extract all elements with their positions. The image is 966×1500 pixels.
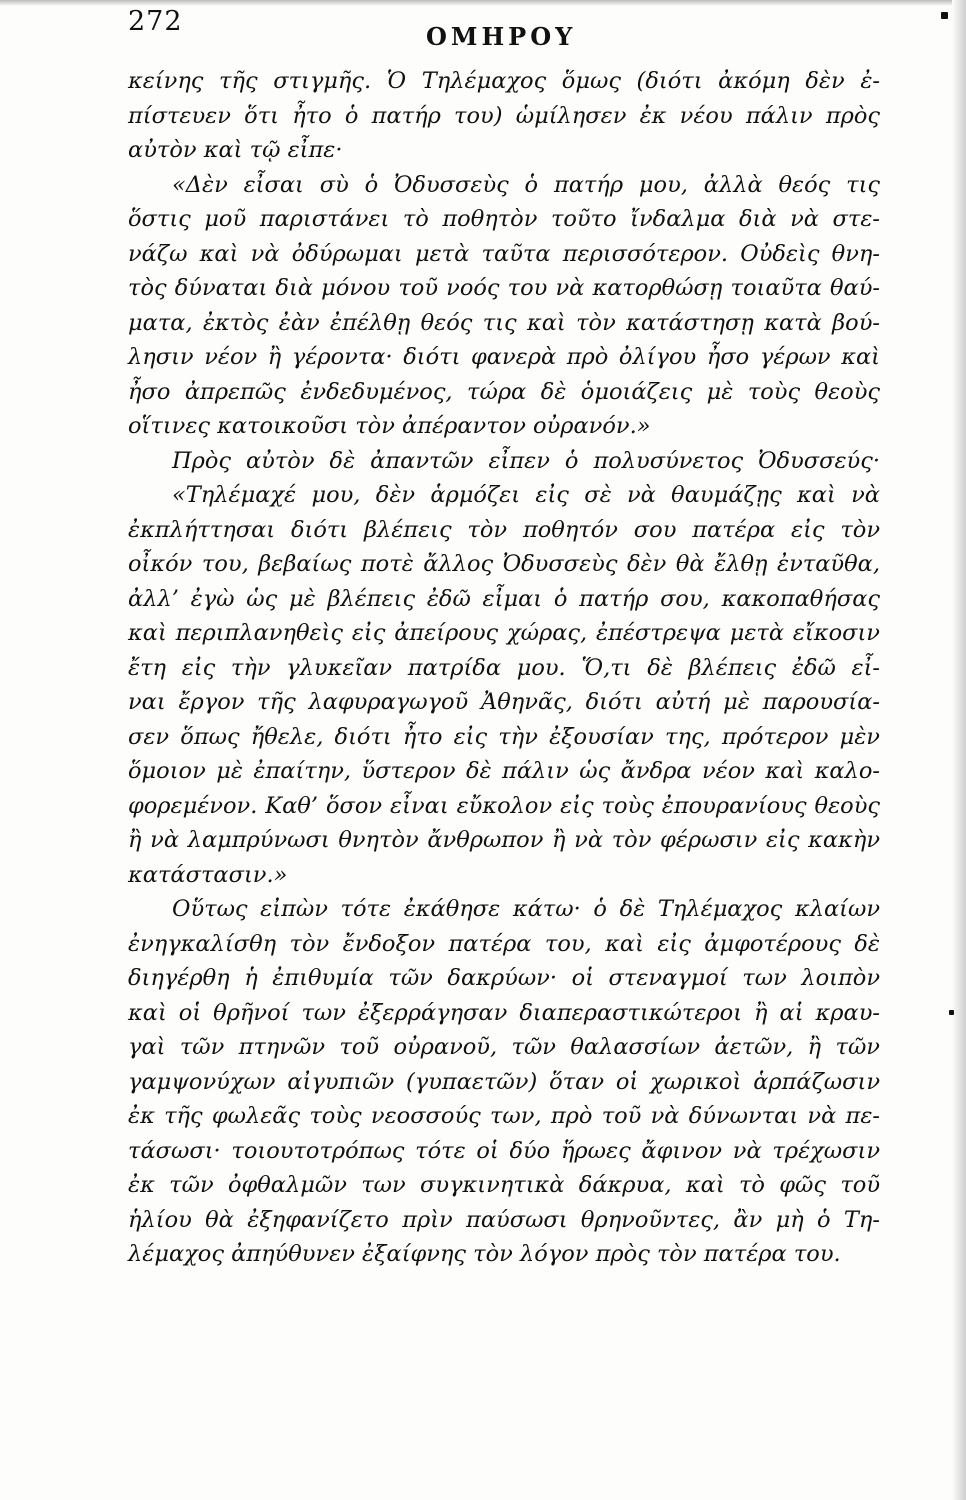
text-line: ἀλλ’ ἐγὼ ὡς μὲ βλέπεις ἐδῶ εἶμαι ὁ πατήρ σου, κακοπαθήσας bbox=[128, 585, 880, 612]
text-line: καὶ περιπλανηθεὶς εἰς ἀπείρους χώρας, ἐπέστρεψα μετὰ εἴκοσιν bbox=[128, 620, 880, 646]
text-line: οἶκόν του, βεβαίως ποτὲ ἄλλος Ὀδυσσεὺς δὲν θὰ ἔλθῃ ἐνταῦθα, bbox=[128, 551, 880, 577]
text-line: οἵτινες κατοικοῦσι τὸν ἀπέραντον οὐρανόν.» bbox=[128, 413, 651, 439]
text-line: «Τηλέμαχέ μου, δὲν ἁρμόζει εἰς σὲ νὰ θαυμάζῃς καὶ νὰ bbox=[172, 482, 880, 508]
text-line: λέμαχος ἀπηύθυνεν ἐξαίφνης τὸν λόγον πρὸς τὸν πατέρα του. bbox=[128, 1241, 841, 1267]
text-line: τάσωσι· τοιουτοτρόπως τότε οἱ δύο ἥρωες ἄφινον νὰ τρέχωσιν bbox=[128, 1137, 880, 1164]
text-line: αὐτὸν καὶ τῷ εἶπε· bbox=[128, 137, 343, 163]
text-line: γαμψονύχων αἰγυπιῶν (γυπαετῶν) ὅταν οἱ χωρικοὶ ἁρπάζωσιν bbox=[128, 1068, 880, 1095]
text-line: ἐνηγκαλίσθη τὸν ἔνδοξον πατέρα του, καὶ εἰς ἀμφοτέρους δὲ bbox=[128, 930, 880, 957]
text-line: καὶ οἱ θρῆνοί των ἐξερράγησαν διαπεραστικώτεροι ἢ αἱ κραυ- bbox=[128, 999, 880, 1026]
text-line: ἐκπλήττησαι διότι βλέπεις τὸν ποθητόν σου πατέρα εἰς τὸν bbox=[128, 516, 880, 543]
text-line: ὅμοιον μὲ ἐπαίτην, ὕστερον δὲ πάλιν ὡς ἄνδρα νέον καὶ καλο- bbox=[128, 758, 880, 784]
text-line: ἦσο ἀπρεπῶς ἐνδεδυμένος, τώρα δὲ ὁμοιάζεις μὲ τοὺς θεοὺς bbox=[128, 378, 880, 405]
text-line: ἐκ τῶν ὀφθαλμῶν των συγκινητικὰ δάκρυα, καὶ τὸ φῶς τοῦ bbox=[128, 1172, 880, 1198]
text-line: Πρὸς αὐτὸν δὲ ἀπαντῶν εἶπεν ὁ πολυσύνετος Ὀδυσσεύς· bbox=[172, 447, 880, 474]
text-line: ἐκ τῆς φωλεᾶς τοὺς νεοσσούς των, πρὸ τοῦ νὰ δύνωνται νὰ πε- bbox=[128, 1103, 880, 1129]
text-line: ὅστις μοῦ παριστάνει τὸ ποθητὸν τοῦτο ἴνδαλμα διὰ νὰ στε- bbox=[128, 206, 880, 232]
page-number: 272 bbox=[128, 6, 183, 37]
text-line: ἢ νὰ λαμπρύνωσι θνητὸν ἄνθρωπον ἢ νὰ τὸν φέρωσιν εἰς κακὴν bbox=[128, 827, 880, 853]
text-line: ἡλίου θὰ ἐξηφανίζετο πρὶν παύσωσι θρηνοῦντες, ἂν μὴ ὁ Τη- bbox=[128, 1206, 880, 1233]
text-line: Οὕτως εἰπὼν τότε ἐκάθησε κάτω· ὁ δὲ Τηλέμαχος κλαίων bbox=[172, 896, 880, 922]
running-head: ΟΜΗΡΟΥ bbox=[426, 22, 577, 51]
print-mark bbox=[949, 1010, 954, 1015]
page-right-shadow bbox=[952, 0, 966, 1500]
text-line: κατάστασιν.» bbox=[128, 861, 288, 888]
text-line: σεν ὅπως ἤθελε, διότι ἦτο εἰς τὴν ἐξουσίαν της, πρότερον μὲν bbox=[128, 723, 880, 750]
text-line: γαὶ τῶν πτηνῶν τοῦ οὐρανοῦ, τῶν θαλασσίων ἀετῶν, ἢ τῶν bbox=[128, 1034, 880, 1060]
text-line: λησιν νέον ἢ γέροντα· διότι φανερὰ πρὸ ὀλίγου ἦσο γέρων καὶ bbox=[128, 344, 880, 370]
text-line: πίστευεν ὅτι ἦτο ὁ πατήρ του) ὡμίλησεν ἐκ νέου πάλιν πρὸς bbox=[128, 102, 880, 129]
text-line: ἔτη εἰς τὴν γλυκεῖαν πατρίδα μου. Ὅ,τι δὲ βλέπεις ἐδῶ εἶ- bbox=[128, 654, 880, 681]
text-line: ματα, ἐκτὸς ἐὰν ἐπέλθῃ θεός τις καὶ τὸν κατάστησῃ κατὰ βού- bbox=[128, 309, 880, 336]
text-line: φορεμένον. Καθ’ ὅσον εἶναι εὔκολον εἰς τοὺς ἐπουρανίους θεοὺς bbox=[128, 792, 880, 819]
text-line: τὸς δύναται διὰ μόνου τοῦ νοός του νὰ κατορθώσῃ τοιαῦτα θαύ- bbox=[128, 275, 880, 301]
text-line: διηγέρθη ἡ ἐπιθυμία τῶν δακρύων· οἱ στεναγμοί των λοιπὸν bbox=[128, 965, 880, 991]
body-text bbox=[128, 64, 880, 1272]
text-line: κείνης τῆς στιγμῆς. Ὁ Τηλέμαχος ὅμως (διότι ἀκόμη δὲν ἐ- bbox=[128, 68, 880, 94]
print-mark bbox=[941, 12, 948, 19]
text-line: «Δὲν εἶσαι σὺ ὁ Ὀδυσσεὺς ὁ πατήρ μου, ἀλλὰ θεός τις bbox=[172, 171, 880, 198]
text-line: νάζω καὶ νὰ ὀδύρωμαι μετὰ ταῦτα περισσότερον. Οὐδεὶς θνη- bbox=[128, 240, 880, 267]
text-line: ναι ἔργον τῆς λαφυραγωγοῦ Ἀθηνᾶς, διότι αὐτή μὲ παρουσία- bbox=[128, 689, 880, 715]
